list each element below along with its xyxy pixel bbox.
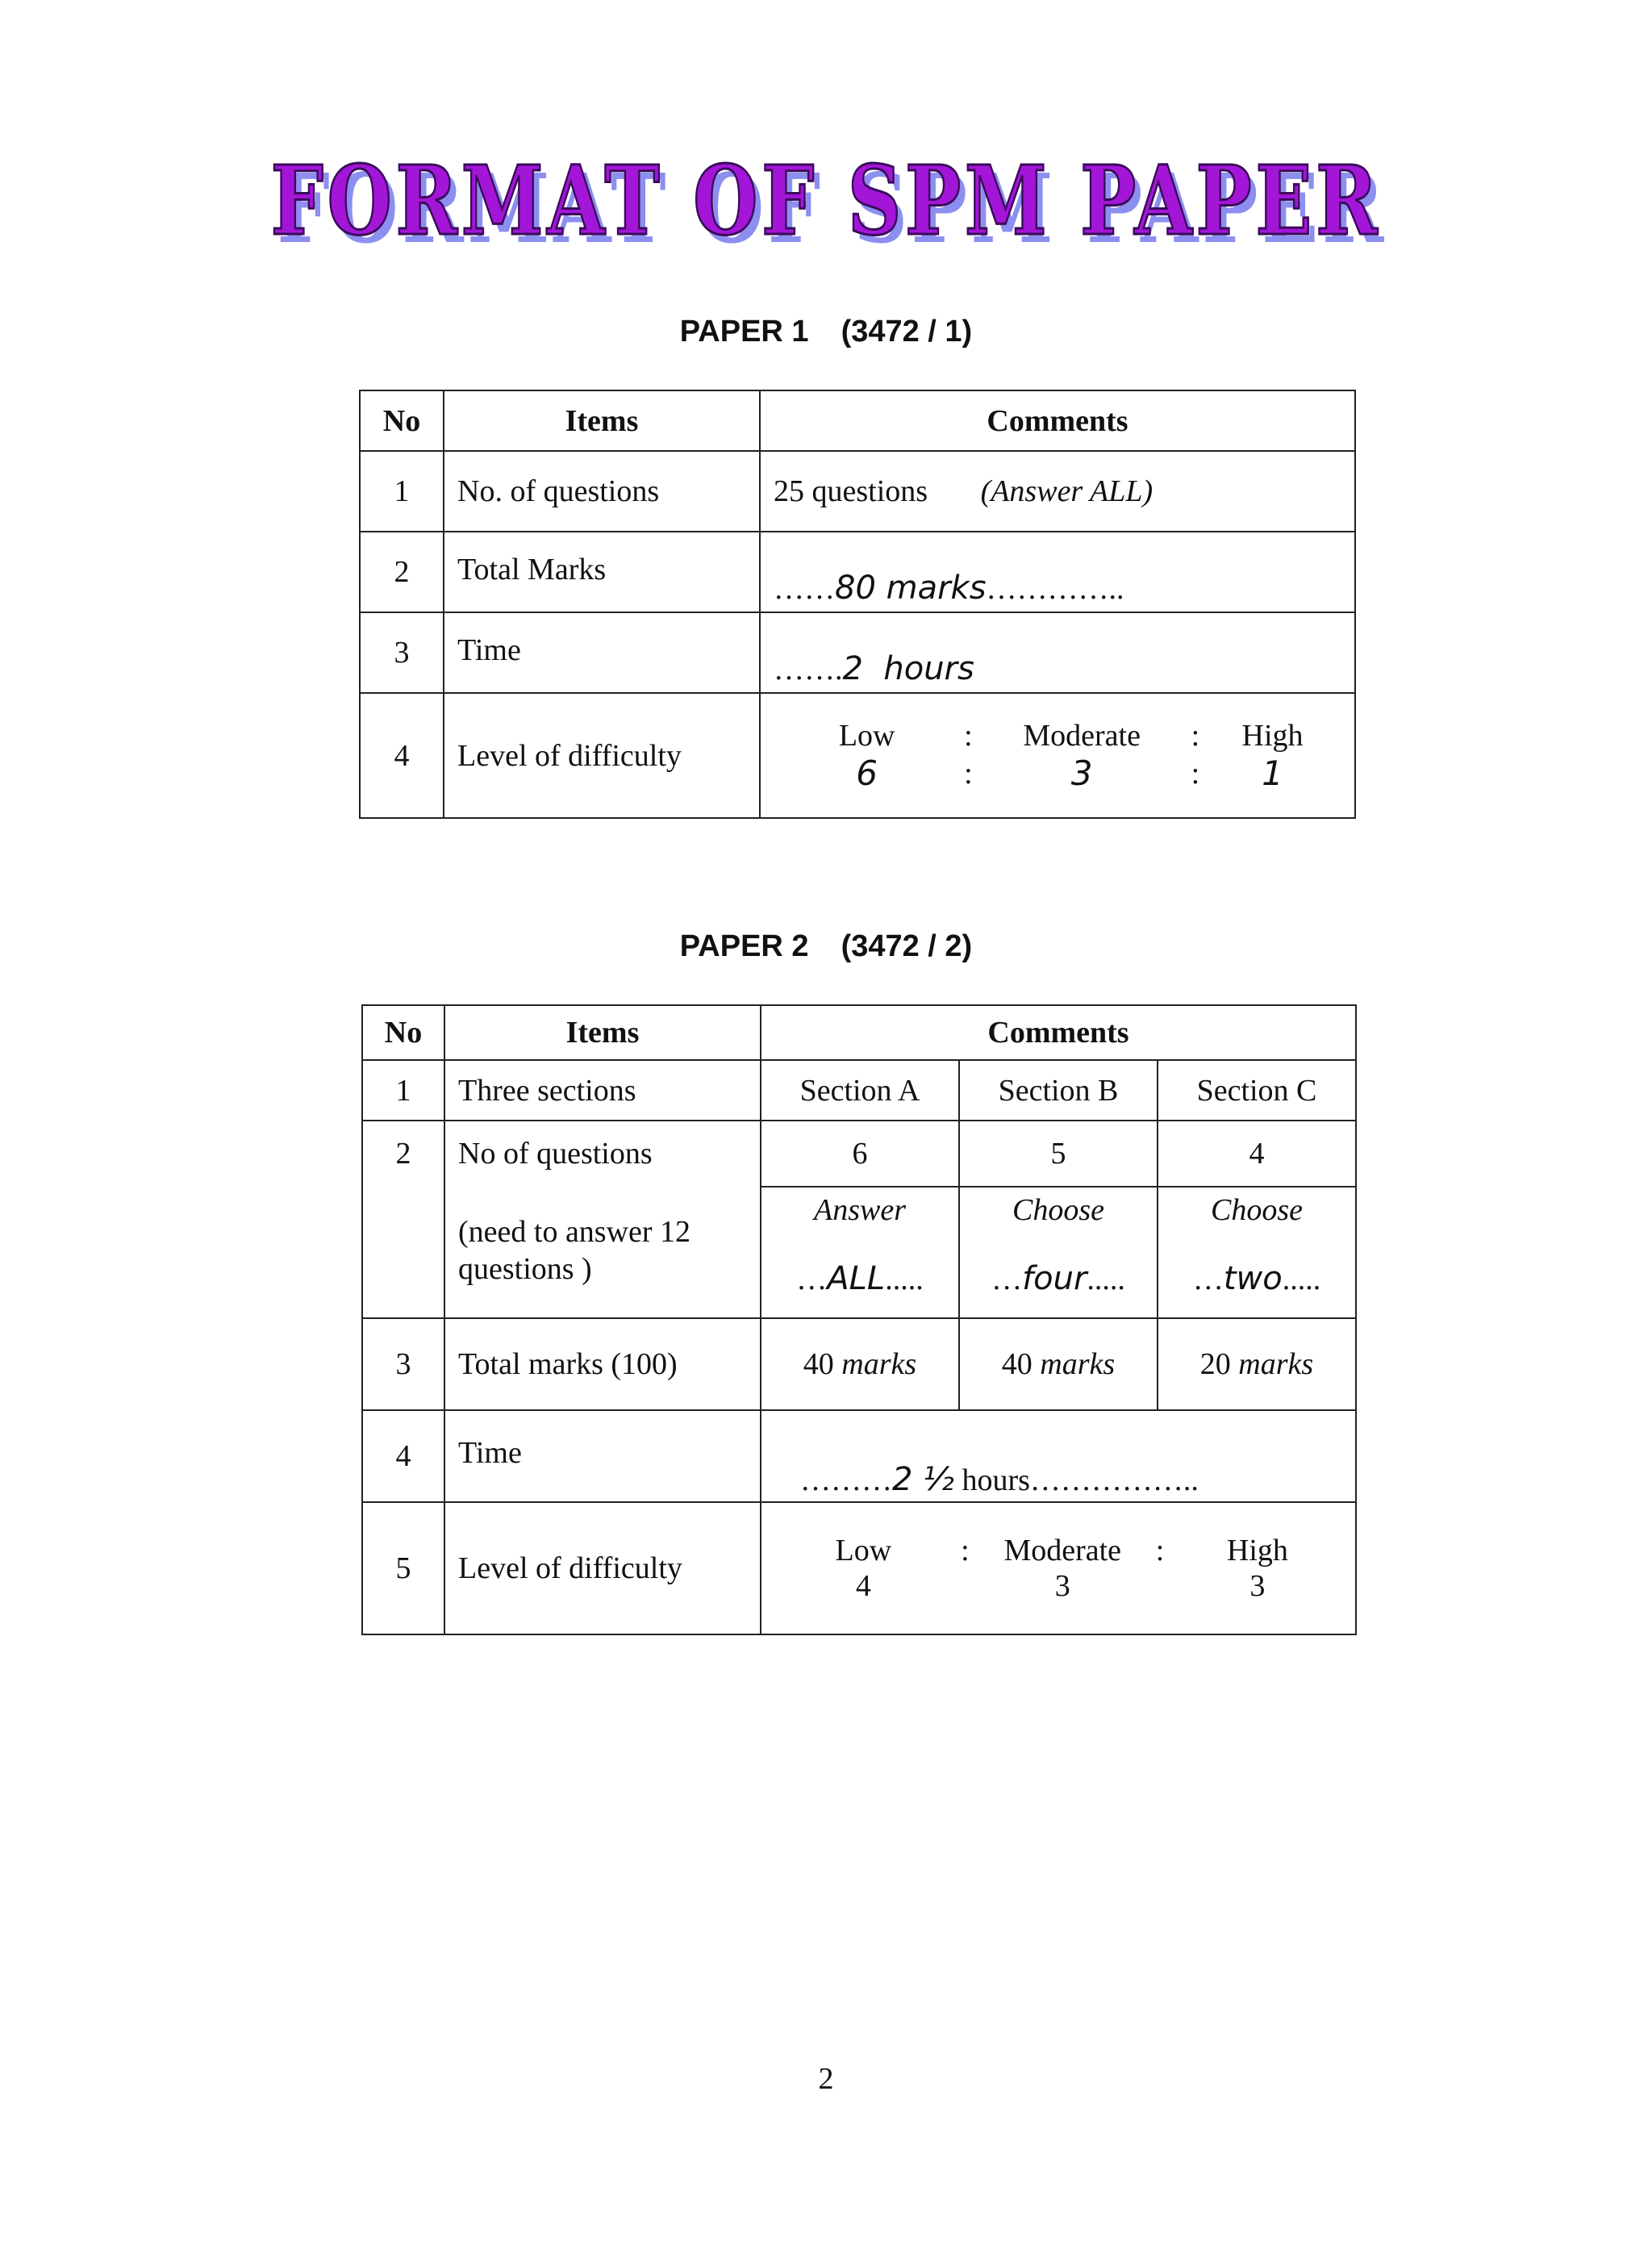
separator: : — [1191, 719, 1200, 753]
table-row — [360, 612, 1355, 693]
section-a: Section A — [761, 1060, 959, 1121]
section-b-marks — [959, 1318, 1158, 1410]
row-comment — [761, 1502, 1356, 1634]
section-c-marks — [1158, 1318, 1356, 1410]
row-item: Total marks (100) — [444, 1318, 761, 1410]
paper1-table — [359, 390, 1356, 819]
row-number: 1 — [362, 1060, 444, 1121]
marks-unit: marks — [1238, 1347, 1314, 1381]
level-high-label: High — [1226, 1534, 1288, 1567]
section-c-count: 4 — [1158, 1121, 1356, 1187]
handwritten-answer: four — [1022, 1260, 1087, 1297]
dots: … — [796, 1263, 828, 1296]
handwritten-answer: two — [1223, 1260, 1283, 1297]
marks-value: 20 — [1199, 1347, 1231, 1381]
dots: ………….. — [986, 572, 1124, 606]
item-label: No of questions — [458, 1137, 653, 1171]
row-number: 3 — [360, 612, 444, 693]
row-number: 1 — [360, 451, 444, 532]
section-a-instruction — [761, 1187, 959, 1318]
separator: : — [1155, 1534, 1165, 1567]
dots: … — [1192, 1263, 1224, 1296]
instruction-answer — [1171, 1260, 1342, 1297]
page-number: 2 — [818, 2062, 834, 2096]
handwritten-answer: 2 ½ — [892, 1461, 954, 1498]
header-items: Items — [444, 390, 760, 451]
row-item: Three sections — [444, 1060, 761, 1121]
header-comments: Comments — [760, 390, 1355, 451]
row-item: Time — [444, 612, 760, 693]
section-c-instruction — [1158, 1187, 1356, 1318]
dots: ……… — [800, 1463, 892, 1497]
paper2-table — [361, 1004, 1357, 1635]
table-row — [362, 1410, 1356, 1502]
marks-value: 40 — [803, 1347, 834, 1381]
row-comment — [760, 612, 1355, 693]
dots: ..... — [885, 1263, 924, 1296]
paper2-heading — [0, 929, 1652, 964]
handwritten-answer: ALL — [827, 1260, 886, 1297]
table-row — [360, 693, 1355, 818]
table-row — [360, 532, 1355, 612]
separator: : — [964, 719, 973, 753]
section-c: Section C — [1158, 1060, 1356, 1121]
section-a-count: 6 — [761, 1121, 959, 1187]
separator: : — [961, 1534, 970, 1567]
dots: ..... — [1087, 1263, 1125, 1296]
hours-text: hours…………….. — [953, 1463, 1199, 1497]
paper1-code: (3472 / 1) — [841, 315, 973, 349]
row-comment — [760, 532, 1355, 612]
level-moderate-label: Moderate — [1003, 1534, 1122, 1567]
level-low-label: Low — [835, 1534, 892, 1567]
table-row — [360, 451, 1355, 532]
dots: ……. — [774, 653, 843, 687]
paper2-code: (3472 / 2) — [841, 929, 973, 963]
level-low-value: 4 — [855, 1569, 871, 1603]
row-comment — [761, 1410, 1356, 1502]
level-high-value: 1 — [1262, 753, 1283, 793]
table-row — [362, 1060, 1356, 1121]
section-b: Section B — [959, 1060, 1158, 1121]
table-header-row — [362, 1005, 1356, 1060]
header-no: No — [360, 390, 444, 451]
table-row — [362, 1318, 1356, 1410]
header-comments: Comments — [761, 1005, 1356, 1060]
row-comment — [760, 451, 1355, 532]
row-number: 4 — [360, 693, 444, 818]
row-item — [444, 1121, 761, 1318]
table-header-row — [360, 390, 1355, 451]
dots: … — [991, 1263, 1023, 1296]
instruction-label: Choose — [1012, 1193, 1104, 1227]
row-number: 2 — [362, 1121, 444, 1318]
row-item: Total Marks — [444, 532, 760, 612]
level-low-label: Low — [838, 719, 895, 753]
row-number: 4 — [362, 1410, 444, 1502]
document-title: FORMAT OF SPM PAPER — [270, 144, 1382, 257]
marks-unit: marks — [841, 1347, 917, 1381]
handwritten-answer: 2 hours — [842, 650, 974, 687]
row-number: 3 — [362, 1318, 444, 1410]
header-items: Items — [444, 1005, 761, 1060]
level-low-value: 6 — [856, 753, 878, 793]
instruction-answer — [973, 1260, 1144, 1297]
separator: : — [964, 756, 973, 791]
instruction-label: Answer — [814, 1193, 906, 1227]
row-item: Level of difficulty — [444, 693, 760, 818]
level-moderate-value: 3 — [1054, 1569, 1070, 1603]
instruction-answer — [774, 1260, 945, 1297]
table-row — [362, 1121, 1356, 1187]
paper2-label: PAPER 2 — [679, 929, 809, 963]
difficulty-ratio — [774, 1533, 1342, 1604]
dots: …… — [774, 572, 835, 606]
row-item: Level of difficulty — [444, 1502, 761, 1634]
paper1-heading — [0, 315, 1652, 349]
item-note: (need to answer 12 questions ) — [458, 1215, 691, 1286]
row-item: Time — [444, 1410, 761, 1502]
dots: ..... — [1282, 1263, 1321, 1296]
instruction-label: Choose — [1211, 1193, 1303, 1227]
table-row — [362, 1502, 1356, 1634]
header-no: No — [362, 1005, 444, 1060]
separator: : — [1191, 756, 1200, 791]
level-moderate-value: 3 — [1070, 753, 1093, 793]
question-count: 25 questions — [774, 474, 928, 508]
level-high-label: High — [1241, 719, 1304, 753]
section-b-count: 5 — [959, 1121, 1158, 1187]
answer-note: (Answer ALL) — [980, 474, 1153, 508]
level-moderate-label: Moderate — [1023, 719, 1141, 753]
marks-value: 40 — [1001, 1347, 1032, 1381]
marks-unit: marks — [1040, 1347, 1116, 1381]
row-comment — [760, 693, 1355, 818]
handwritten-answer: 80 marks — [835, 570, 987, 607]
paper1-label: PAPER 1 — [679, 315, 809, 349]
level-high-value: 3 — [1249, 1569, 1266, 1603]
difficulty-ratio — [774, 718, 1341, 793]
section-a-marks — [761, 1318, 959, 1410]
row-number: 2 — [360, 532, 444, 612]
section-b-instruction — [959, 1187, 1158, 1318]
row-item: No. of questions — [444, 451, 760, 532]
row-number: 5 — [362, 1502, 444, 1634]
